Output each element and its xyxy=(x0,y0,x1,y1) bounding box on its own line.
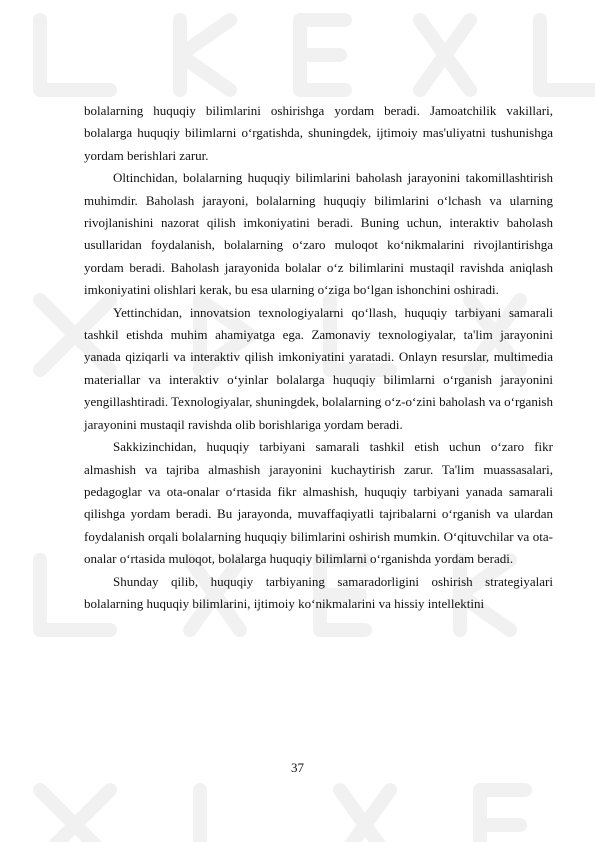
paragraph: Oltinchidan, bolalarning huquqiy bilimlarini baholash jarayonini takomillashtirish muhimdir. Baholash jarayoni, bolalarning huquqiy bilimlarini o‘lchash va ularning rivojlanishini nazorat qilish imkoniyatini beradi. Buning uchun, interaktiv baholash usullaridan foydalanish, bolalarning o‘zaro muloqot ko‘nikmalarini rivojlantirishga yordam beradi. Baholash jarayonida bolalar o‘z bilimlarini mustaqil ravishda aniqlash imkoniyatini olishlari kerak, bu esa ularning o‘ziga bo‘lgan ishonchini oshiradi. xyxy=(84,170,553,298)
page-number: 37 xyxy=(291,760,304,775)
paragraph: Shunday qilib, huquqiy tarbiyaning samaradorligini oshirish strategiyalari bolalarning huquqiy bilimlarini, ijtimoiy ko‘nikmalarini va hissiy intellektini xyxy=(84,573,553,611)
body-text xyxy=(84,100,553,615)
paragraph: Sakkizinchidan, huquqiy tarbiyani samarali tashkil etish uchun o‘zaro fikr almashish va tajriba almashish jarayonini kuchaytirish zarur. Ta'lim muassasalari, pedagoglar va ota-onalar o‘rtasida fikr almashish, huquqiy tarbiyani yanada samarali qilishga yordam beradi. Bu jarayonda, muvaffaqiyatli tajribalarni o‘rganish va ulardan foydalanish orqali bolalarning huquqiy bilimlarini oshirish mumkin. O‘qituvchilar va ota-onalar o‘rtasida muloqot, bolalarga huquqiy bilimlarni o‘rganishda yordam beradi. xyxy=(84,439,553,567)
paragraph: Yettinchidan, innovatsion texnologiyalarni qo‘llash, huquqiy tarbiyani samarali tashkil etishda muhim ahamiyatga ega. Zamonaviy texnologiyalar, ta'lim jarayonini yanada qiziqarli va interaktiv qilish imkoniyatini yaratadi. Onlayn resurslar, multimedia materiallar va interaktiv o‘yinlar bolalarga huquqiy bilimlarni o‘rganish jarayonini yengillashtiradi. Texnologiyalar, shuningdek, bolalarning o‘z-o‘zini baholash va o‘rganish jarayonini mustaqil ravishda olib borishlariga yordam beradi. xyxy=(84,304,553,432)
paragraph: bolalarning huquqiy bilimlarini oshirishga yordam beradi. Jamoatchilik vakillari, bolalarga huquqiy bilimlarni o‘rgatishda, shuningdek, ijtimoiy mas'uliyatni tushunishga yordam berishlari zarur. xyxy=(84,103,553,163)
